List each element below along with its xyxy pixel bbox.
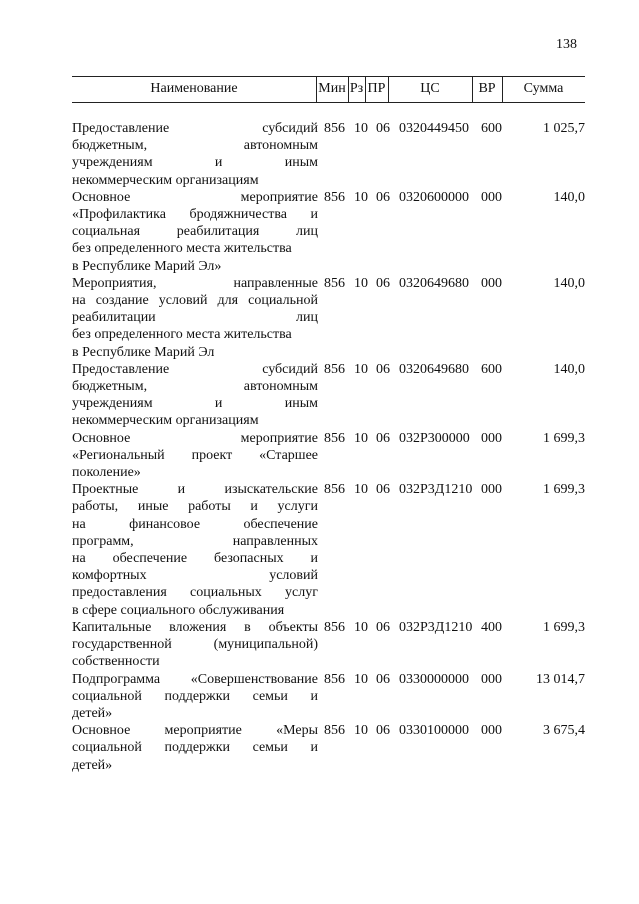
name-line: на создание условий для социальной (72, 293, 318, 309)
cell-rz: 10 (354, 189, 368, 205)
cell-min: 856 (324, 482, 345, 498)
row-name (72, 481, 318, 619)
header-sum: Сумма (523, 81, 564, 96)
name-line: реабилитации лиц (72, 310, 318, 326)
row-name (72, 671, 318, 723)
name-line: «Региональный проект «Старшее (72, 447, 318, 463)
name-line: Проектные и изыскательские (72, 482, 318, 498)
row-name (72, 361, 318, 430)
header-vr: ВР (478, 81, 496, 96)
cell-cs: 032Р3Д1210 (399, 619, 473, 635)
header-name: Наименование (150, 81, 238, 96)
table-row (72, 361, 585, 430)
header-rz: Рз (349, 81, 364, 96)
cell-cs: 0320600000 (399, 189, 469, 205)
name-line: социальной поддержки семьи и (72, 740, 318, 756)
cell-cs: 0330100000 (399, 723, 469, 739)
cell-vr: 400 (481, 619, 502, 635)
name-line: Капитальные вложения в объекты (72, 619, 318, 635)
cell-min: 856 (324, 430, 345, 446)
cell-pr: 06 (376, 361, 390, 377)
cell-pr: 06 (376, 482, 390, 498)
name-line: государственной (муниципальной) (72, 637, 318, 653)
cell-sum: 1 699,3 (543, 619, 585, 635)
cell-sum: 1 025,7 (543, 121, 585, 136)
name-line: «Профилактика бродяжничества и (72, 207, 318, 223)
page-number: 138 (556, 37, 577, 52)
cell-cs: 0320449450 (399, 121, 469, 136)
cell-rz: 10 (354, 723, 368, 739)
name-line: Основное мероприятие (72, 189, 318, 205)
cell-rz: 10 (354, 121, 368, 136)
cell-min: 856 (324, 275, 345, 291)
table-row (72, 120, 585, 189)
row-name (72, 275, 318, 361)
cell-min: 856 (324, 361, 345, 377)
name-line: Основное мероприятие «Меры (72, 723, 318, 739)
header-cs: ЦС (420, 81, 440, 96)
cell-sum: 140,0 (553, 361, 585, 377)
row-name (72, 722, 318, 774)
cell-pr: 06 (376, 430, 390, 446)
name-line: Предоставление субсидий (72, 121, 318, 136)
cell-pr: 06 (376, 189, 390, 205)
cell-rz: 10 (354, 430, 368, 446)
cell-vr: 000 (481, 275, 502, 291)
name-line: Предоставление субсидий (72, 361, 318, 377)
name-line: Подпрограмма «Совершенствование (72, 671, 318, 687)
cell-min: 856 (324, 121, 345, 136)
cell-cs: 032Р3Д1210 (399, 482, 473, 498)
cell-vr: 600 (481, 361, 502, 377)
cell-vr: 000 (481, 482, 502, 498)
name-line: в Республике Марий Эл» (72, 258, 222, 274)
name-line: Основное мероприятие (72, 430, 318, 446)
cell-sum: 140,0 (553, 189, 585, 205)
row-name (72, 120, 318, 189)
cell-min: 856 (324, 189, 345, 205)
cell-vr: 600 (481, 121, 502, 136)
table-row (72, 275, 585, 361)
cell-pr: 06 (376, 275, 390, 291)
cell-sum: 1 699,3 (543, 430, 585, 446)
name-line: собственности (72, 654, 160, 670)
table-row (72, 189, 585, 275)
cell-cs: 0320649680 (399, 361, 469, 377)
name-line: на финансовое обеспечение (72, 516, 318, 532)
cell-cs: 0320649680 (399, 275, 469, 291)
name-line: социальной поддержки семьи и (72, 688, 318, 704)
cell-vr: 000 (481, 430, 502, 446)
cell-pr: 06 (376, 619, 390, 635)
cell-sum: 140,0 (553, 275, 585, 291)
table-row (72, 430, 585, 482)
cell-pr: 06 (376, 723, 390, 739)
cell-rz: 10 (354, 671, 368, 687)
cell-min: 856 (324, 619, 345, 635)
table-row (72, 722, 585, 774)
name-line: социальная реабилитация лиц (72, 224, 318, 240)
name-line: без определенного места жительства (72, 327, 292, 343)
cell-rz: 10 (354, 482, 368, 498)
name-line: Мероприятия, направленные (72, 275, 318, 291)
table-row (72, 481, 585, 619)
name-line: некоммерческим организациям (72, 172, 259, 188)
cell-sum: 13 014,7 (536, 671, 585, 687)
budget-table (72, 76, 585, 774)
name-line: некоммерческим организациям (72, 413, 259, 429)
name-line: на обеспечение безопасных и (72, 551, 318, 567)
row-name (72, 619, 318, 671)
cell-sum: 1 699,3 (543, 482, 585, 498)
name-line: бюджетным, автономным (72, 138, 318, 154)
name-line: в Республике Марий Эл (72, 344, 215, 360)
name-line: учреждениям и иным (72, 155, 318, 171)
cell-vr: 000 (481, 671, 502, 687)
header-min: Мин (318, 81, 346, 96)
cell-cs: 032Р300000 (399, 430, 470, 446)
table-body (72, 103, 585, 774)
cell-vr: 000 (481, 189, 502, 205)
cell-rz: 10 (354, 619, 368, 635)
cell-vr: 000 (481, 723, 502, 739)
table-row (72, 671, 585, 723)
name-line: без определенного места жительства (72, 241, 292, 257)
name-line: детей» (72, 757, 113, 773)
name-line: бюджетным, автономным (72, 379, 318, 395)
name-line: работы, иные работы и услуги (72, 499, 318, 515)
cell-cs: 0330000000 (399, 671, 469, 687)
name-line: комфортных условий (72, 568, 318, 584)
name-line: в сфере социального обслуживания (72, 602, 285, 618)
cell-rz: 10 (354, 275, 368, 291)
name-line: учреждениям и иным (72, 396, 318, 412)
table-header (72, 76, 585, 103)
name-line: предоставления социальных услуг (72, 585, 318, 601)
name-line: поколение» (72, 465, 141, 481)
header-pr: ПР (367, 81, 386, 96)
name-line: программ, направленных (72, 533, 318, 549)
row-name (72, 189, 318, 275)
cell-pr: 06 (376, 121, 390, 136)
cell-min: 856 (324, 723, 345, 739)
cell-sum: 3 675,4 (543, 723, 585, 739)
cell-pr: 06 (376, 671, 390, 687)
table-row (72, 619, 585, 671)
name-line: детей» (72, 705, 113, 721)
cell-rz: 10 (354, 361, 368, 377)
cell-min: 856 (324, 671, 345, 687)
row-name (72, 430, 318, 482)
